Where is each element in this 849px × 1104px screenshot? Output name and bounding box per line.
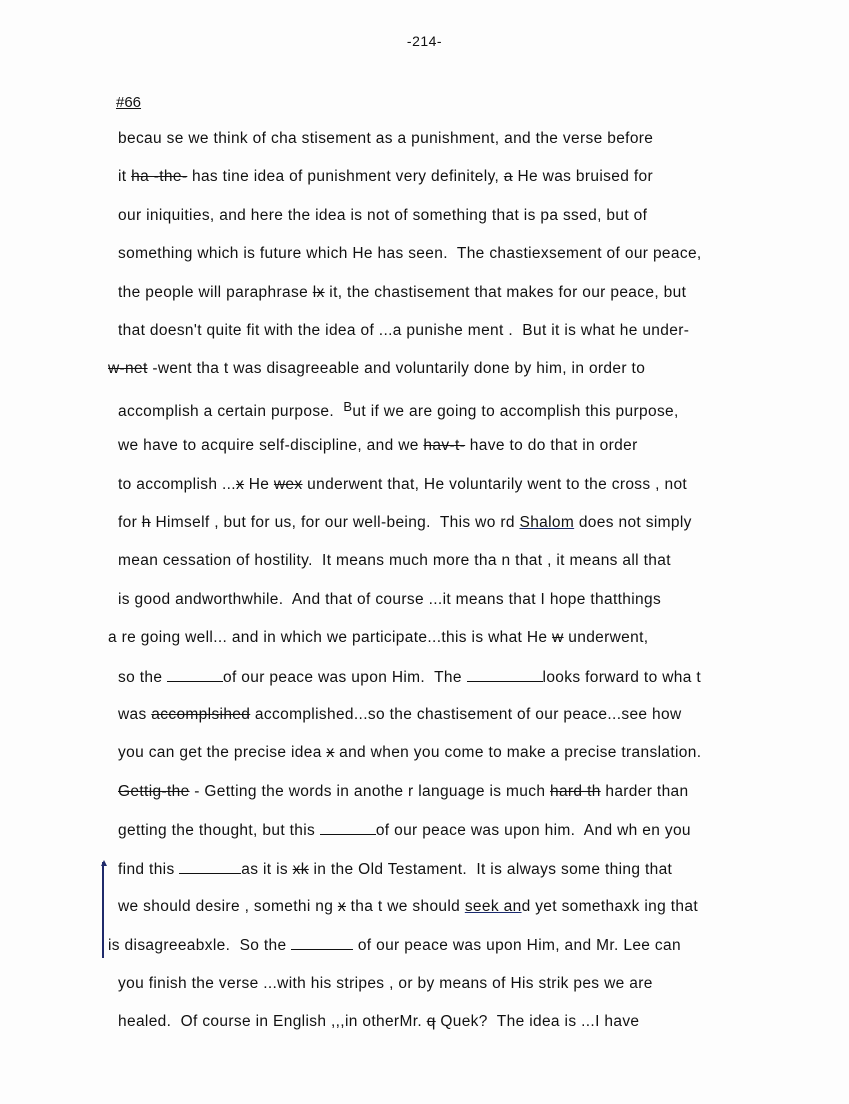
- fill-in-blank: [179, 860, 241, 874]
- text-run: something which is future which He has seen. The chastiexsement of our peace,: [118, 245, 702, 263]
- text-line: [118, 284, 686, 302]
- text-run: healed. Of course in English ,,,in otherMr.: [118, 1013, 427, 1031]
- text-run: as it is: [241, 860, 293, 878]
- text-run: underwent that, He voluntarily went to the cross , not: [302, 475, 688, 493]
- raised-letter: B: [343, 398, 353, 414]
- text-run: is good andworthwhile. And that of course ...it means that I hope thatthings: [118, 590, 662, 608]
- text-run: becau se we think of cha stisement as a punishment, and the verse before: [118, 130, 654, 147]
- text-run: underwent,: [563, 629, 649, 647]
- text-line: [118, 591, 661, 609]
- text-line: [118, 668, 701, 687]
- text-run: mean cessation of hostility. It means much more tha n that , it means all that: [118, 552, 671, 570]
- text-run: of our peace was upon him. And wh en you: [375, 822, 691, 840]
- fill-in-blank: [291, 936, 353, 950]
- text-run: looks forward to wha t: [542, 668, 701, 686]
- text-run: find this: [118, 860, 180, 878]
- text-run: of our peace was upon Him. The: [222, 668, 467, 686]
- margin-bracket-mark: [102, 862, 110, 958]
- text-line: [118, 1013, 639, 1031]
- struck-text: x: [326, 744, 335, 762]
- text-run: we should desire , somethi ng: [118, 898, 338, 915]
- fill-in-blank: [167, 668, 223, 682]
- text-run: of our peace was upon Him, and Mr. Lee can: [353, 937, 681, 955]
- text-run: you can get the precise idea: [118, 744, 327, 762]
- text-run: we have to acquire self-discipline, and we: [118, 437, 424, 455]
- text-line: [118, 975, 653, 993]
- text-line: [118, 207, 647, 225]
- text-run: d yet somethaxk ing that: [521, 898, 698, 915]
- fill-in-blank: [467, 668, 543, 682]
- text-run: getting the thought, but this: [118, 822, 320, 840]
- text-line: [108, 360, 645, 378]
- text-run: a re going well... and in which we participate...this is what He: [108, 629, 553, 647]
- text-run: accomplish a certain purpose.: [118, 402, 344, 420]
- underlined-text: seek an: [464, 898, 522, 915]
- struck-text: xk: [292, 860, 309, 878]
- struck-text: Gettig-the: [118, 782, 190, 800]
- text-run: for: [118, 514, 142, 531]
- text-line: [118, 783, 689, 801]
- text-run: harder than: [600, 782, 689, 800]
- text-run: tha t we should: [345, 898, 465, 915]
- text-line: [118, 437, 638, 455]
- text-line: [118, 476, 687, 494]
- text-run: in the Old Testament. It is always some thing that: [308, 860, 673, 878]
- text-run: was: [118, 706, 152, 723]
- text-line: [108, 629, 648, 647]
- struck-text: h: [141, 514, 151, 531]
- text-run: Quek? The idea is ...I have: [435, 1013, 640, 1031]
- section-number: [116, 94, 147, 111]
- text-line: [118, 399, 679, 421]
- struck-text: accomplsihed: [151, 706, 251, 723]
- text-run: He: [244, 475, 274, 493]
- text-run: is disagreeabxle. So the: [108, 937, 292, 955]
- text-line: [108, 936, 681, 955]
- text-line: [118, 552, 671, 570]
- text-run: the people will paraphrase: [118, 283, 313, 301]
- text-run: to accomplish ...: [118, 475, 236, 493]
- text-line: [118, 898, 698, 916]
- text-run: that doesn't quite fit with the idea of ...a punishe ment . But it is what he under-: [118, 322, 690, 339]
- text-line: [118, 860, 672, 879]
- text-run: you finish the verse ...with his stripes , or by means of His strik pes we are: [118, 974, 653, 992]
- text-run: and when you come to make a precise translation.: [334, 744, 702, 762]
- text-run: our iniquities, and here the idea is not of something that is pa ssed, but of: [118, 206, 648, 224]
- section-label: #66: [116, 94, 142, 111]
- text-line: [118, 821, 691, 840]
- page-number: -214-: [406, 33, 443, 49]
- text-run: accomplished...so the chastisement of our peace...see how: [250, 706, 682, 723]
- text-run: He was bruised for: [512, 168, 654, 186]
- text-run: - Getting the words in anothe r language is much: [189, 782, 550, 800]
- struck-text: hav-t-: [423, 437, 466, 455]
- struck-text: wex: [273, 475, 303, 493]
- text-line: [118, 322, 689, 340]
- text-run: have to do that in order: [465, 437, 638, 455]
- text-run: it, the chastisement that makes for our peace, but: [324, 283, 687, 301]
- struck-text: ha -the-: [131, 168, 188, 186]
- text-run: -went tha t was disagreeable and voluntarily done by him, in order to: [147, 360, 646, 378]
- text-line: [118, 706, 682, 724]
- text-line: [118, 744, 701, 762]
- struck-text: a: [503, 168, 513, 186]
- text-run: Himself , but for us, for our well-being. This wo rd: [150, 514, 520, 531]
- text-run: it: [118, 168, 132, 186]
- text-line: [118, 130, 653, 148]
- struck-text: w: [552, 629, 564, 647]
- text-line: [118, 514, 692, 532]
- text-line: [118, 245, 702, 263]
- struck-text: hard th: [549, 782, 601, 800]
- text-line: [118, 168, 653, 186]
- text-run: so the: [118, 668, 167, 686]
- underlined-text: Shalom: [519, 514, 575, 531]
- text-run: does not simply: [574, 514, 692, 531]
- struck-text: q: [426, 1013, 436, 1031]
- struck-text: x: [235, 475, 245, 493]
- struck-text: w-net: [108, 360, 148, 378]
- struck-text: x: [337, 898, 346, 915]
- struck-text: lx: [312, 283, 325, 301]
- text-run: ut if we are going to accomplish this purpose,: [352, 402, 679, 420]
- text-run: has tine idea of punishment very definitely,: [187, 168, 504, 186]
- fill-in-blank: [320, 821, 376, 835]
